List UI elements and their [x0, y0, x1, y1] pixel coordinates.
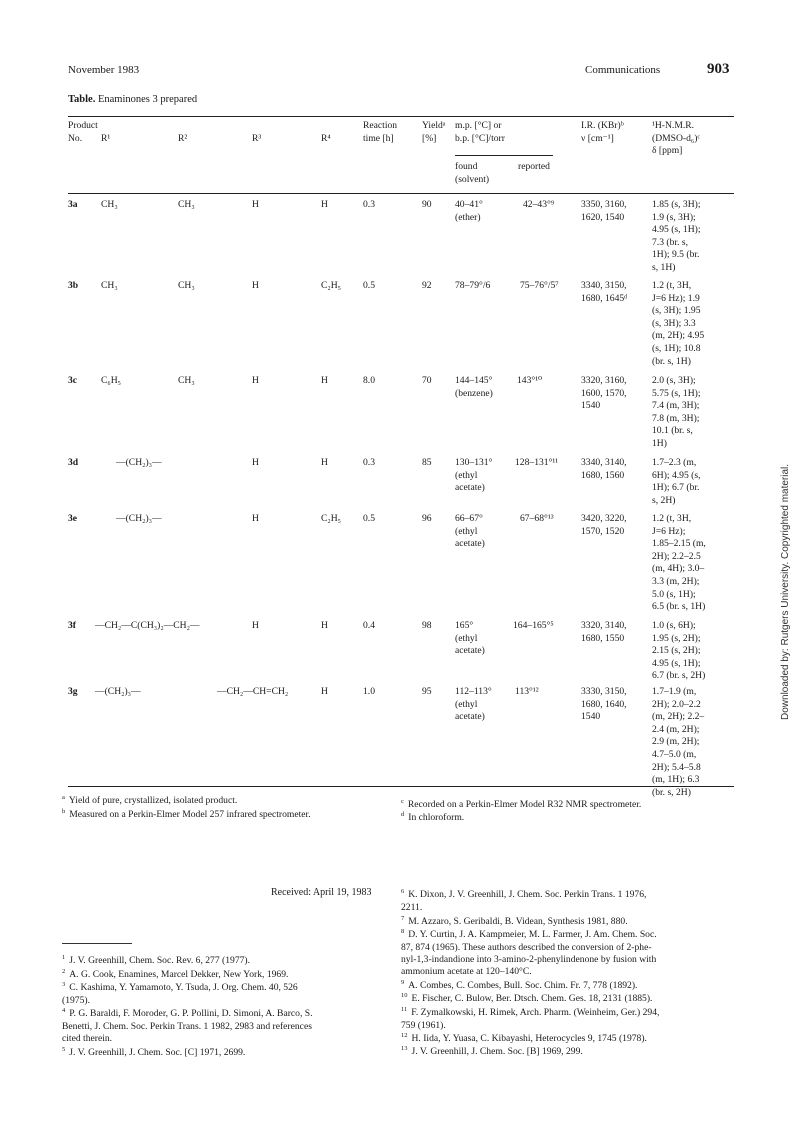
row-3e-no: 3e — [68, 513, 78, 524]
row-3a-time: 0.3 — [363, 199, 375, 210]
row-3a-r2: CH₃ — [178, 199, 195, 210]
reference-13-number: 13 — [401, 1045, 408, 1052]
row-3g-nmr: 1.7–1.9 (m, 2H); 2.0–2.2 (m, 2H); 2.2– 2.4 (m, 2H); 2.9 (m, 2H); 4.7–5.0 (m, 2H); 5.4–5.8 (m, 1H); 6.3 (br. s, 2H) — [652, 686, 705, 798]
received-date: Received: April 19, 1983 — [271, 887, 372, 898]
footnote-b-text: Measured on a Perkin-Elmer Model 257 infrared spectrometer. — [69, 809, 311, 821]
reference-6 — [401, 886, 731, 914]
header-mp-reported: reported — [518, 161, 550, 172]
page-number: 903 — [707, 61, 730, 77]
reference-9-number: 9 — [401, 979, 405, 986]
row-3a-reported: 42–43°⁹ — [523, 199, 555, 210]
reference-4-number: 4 — [62, 1007, 66, 1014]
reference-5 — [62, 1044, 392, 1060]
row-3b-found: 78–79°/6 — [455, 280, 491, 291]
reference-4-text: P. G. Baraldi, F. Moroder, G. P. Pollini, D. Simoni, A. Barco, S. Benetti, J. Chem. Soc. Perkin Trans. 1 1982, 2983 and references cited therein. — [62, 1008, 313, 1044]
row-3d-r4: H — [321, 457, 328, 468]
footnote-a-text: Yield of pure, crystallized, isolated product. — [68, 795, 238, 807]
reference-5-text: J. V. Greenhill, J. Chem. Soc. [C] 1971, 2699. — [69, 1047, 246, 1059]
row-3g-r4: H — [321, 686, 328, 697]
footnote-d-mark: d — [401, 811, 405, 818]
row-3c-r1: C₆H₅ — [101, 375, 122, 386]
table-bottom-rule — [68, 786, 734, 787]
row-3e-r3: H — [252, 513, 259, 524]
download-notice: Downloaded by: Rutgers University. Copyrighted material. — [780, 463, 791, 720]
row-3a-r4: H — [321, 199, 328, 210]
row-3f-r1: —CH₂—C(CH₃)₂—CH₂— — [95, 620, 200, 631]
footnote-a-mark: a — [62, 794, 65, 801]
reference-8-text: D. Y. Curtin, J. A. Kampmeier, M. L. Farmer, J. Am. Chem. Soc. 87, 874 (1965). These authors described the conversion of 2-phe- nyl-1,3-indandione into 3-amino-2-phenylindenone by fusion with ammonium acetate at 120–140°C. — [401, 929, 657, 978]
reference-10-number: 10 — [401, 992, 408, 999]
row-3f-no: 3f — [68, 620, 76, 631]
reference-11 — [401, 1004, 731, 1032]
row-3e-r1: —(CH₂)₃— — [116, 513, 162, 524]
header-section: Communications — [585, 64, 661, 76]
row-3e-yield: 96 — [422, 513, 432, 524]
header-r1: R¹ — [101, 133, 111, 144]
row-3e-time: 0.5 — [363, 513, 375, 524]
row-3g-r1: —(CH₂)₃— — [95, 686, 141, 697]
header-r4: R⁴ — [321, 133, 331, 144]
reference-6-number: 6 — [401, 888, 405, 895]
reference-12-number: 12 — [401, 1032, 408, 1039]
row-3c-found: 144–145° (benzene) — [455, 375, 493, 399]
reference-11-number: 11 — [401, 1006, 408, 1013]
header-yield: Yieldᵃ [%] — [422, 120, 446, 144]
row-3g-ir: 3330, 3150, 1680, 1640, 1540 — [581, 686, 627, 723]
row-3a-found: 40–41° (ether) — [455, 199, 483, 223]
row-3b-nmr: 1.2 (t, 3H, J=6 Hz); 1.9 (s, 3H); 1.95 (s, 3H); 3.3 (m, 2H); 4.95 (s, 1H); 10.8 (br. s, 1H) — [652, 280, 705, 367]
row-3d-time: 0.3 — [363, 457, 375, 468]
footnote-b — [62, 806, 311, 822]
row-3f-ir: 3320, 3140, 1680, 1550 — [581, 620, 627, 644]
row-3d-r1: —(CH₂)₃— — [116, 457, 162, 468]
header-product: Product No. — [68, 120, 98, 144]
row-3c-nmr: 2.0 (s, 3H); 5.75 (s, 1H); 7.4 (m, 3H); 7.8 (m, 3H); 10.1 (br. s, 1H) — [652, 375, 701, 449]
reference-3-text: C. Kashima, Y. Yamamoto, Y. Tsuda, J. Org. Chem. 40, 526 (1975). — [62, 982, 298, 1006]
reference-13-text: J. V. Greenhill, J. Chem. Soc. [B] 1969, 299. — [411, 1046, 583, 1058]
reference-3 — [62, 979, 392, 1007]
header-ir: I.R. (KBr)ᵇ ν [cm⁻¹] — [581, 120, 624, 144]
row-3a-no: 3a — [68, 199, 78, 210]
header-r2: R² — [178, 133, 188, 144]
row-3d-found: 130–131° (ethyl acetate) — [455, 457, 493, 494]
reference-2-text: A. G. Cook, Enamines, Marcel Dekker, New York, 1969. — [69, 969, 289, 981]
footnote-c-mark: c — [401, 798, 404, 805]
row-3d-reported: 128–131°¹¹ — [515, 457, 559, 468]
row-3b-r4: C₂H₅ — [321, 280, 342, 291]
row-3d-no: 3d — [68, 457, 79, 468]
table-top-rule — [68, 116, 734, 117]
table-header-rule — [68, 193, 734, 194]
row-3b-r3: H — [252, 280, 259, 291]
row-3a-ir: 3350, 3160, 1620, 1540 — [581, 199, 627, 223]
reference-8 — [401, 926, 731, 979]
row-3c-time: 8.0 — [363, 375, 375, 386]
row-3c-ir: 3320, 3160, 1600, 1570, 1540 — [581, 375, 627, 412]
reference-11-text: F. Zymalkowski, H. Rimek, Arch. Pharm. (Weinheim, Ger.) 294, 759 (1961). — [401, 1007, 660, 1031]
row-3b-yield: 92 — [422, 280, 432, 291]
reference-10-text: E. Fischer, C. Bulow, Ber. Dtsch. Chem. Ges. 18, 2131 (1885). — [411, 993, 653, 1005]
row-3b-r2: CH₃ — [178, 280, 195, 291]
row-3c-r3: H — [252, 375, 259, 386]
row-3c-r2: CH₃ — [178, 375, 195, 386]
row-3g-found: 112–113° (ethyl acetate) — [455, 686, 492, 723]
reference-6-text: K. Dixon, J. V. Greenhill, J. Chem. Soc. Perkin Trans. 1 1976, 2211. — [401, 889, 647, 913]
row-3c-reported: 143°¹⁰ — [517, 375, 542, 386]
reference-8-number: 8 — [401, 928, 405, 935]
reference-7-number: 7 — [401, 915, 405, 922]
reference-4 — [62, 1005, 392, 1045]
table-caption-text: Enaminones 3 prepared — [95, 94, 198, 105]
reference-12-text: H. Iida, Y. Yuasa, C. Kibayashi, Heterocycles 9, 1745 (1978). — [411, 1033, 647, 1045]
references-rule — [62, 943, 132, 944]
footnote-c-text: Recorded on a Perkin-Elmer Model R32 NMR spectrometer. — [407, 799, 642, 811]
row-3a-r3: H — [252, 199, 259, 210]
reference-1-text: J. V. Greenhill, Chem. Soc. Rev. 6, 277 (1977). — [69, 955, 251, 967]
reference-5-number: 5 — [62, 1046, 66, 1053]
row-3d-r3: H — [252, 457, 259, 468]
header-mp: m.p. [°C] or b.p. [°C]/torr — [455, 120, 505, 144]
footnote-d — [401, 809, 464, 825]
header-nmr: ¹H-N.M.R. (DMSO-d₆)ᶜ δ [ppm] — [652, 120, 700, 157]
row-3d-ir: 3340, 3140, 1680, 1560 — [581, 457, 627, 481]
row-3e-nmr: 1.2 (t, 3H, J=6 Hz); 1.85–2.15 (m, 2H); 2.2–2.5 (m, 4H); 3.0– 3.3 (m, 2H); 5.0 (s, 1H); 6.5 (br. s, 1H) — [652, 513, 706, 613]
row-3a-r1: CH₃ — [101, 199, 118, 210]
row-3b-r1: CH₃ — [101, 280, 118, 291]
row-3e-found: 66–67° (ethyl acetate) — [455, 513, 485, 550]
row-3c-yield: 70 — [422, 375, 432, 386]
row-3e-r4: C₂H₅ — [321, 513, 342, 524]
mp-subrule — [455, 155, 553, 156]
row-3f-nmr: 1.0 (s, 6H); 1.95 (s, 2H); 2.15 (s, 2H); 4.95 (s, 1H); 6.7 (br. s, 2H) — [652, 620, 706, 682]
row-3c-r4: H — [321, 375, 328, 386]
table-caption — [68, 94, 197, 105]
header-time: Reaction time [h] — [363, 120, 398, 144]
row-3g-r3: —CH₂—CH=CH₂ — [217, 686, 289, 697]
reference-9-text: A. Combes, C. Combes, Bull. Soc. Chim. Fr. 7, 778 (1892). — [408, 980, 638, 992]
header-date: November 1983 — [68, 64, 140, 76]
row-3d-nmr: 1.7–2.3 (m, 6H); 4.95 (s, 1H); 6.7 (br. s, 2H) — [652, 457, 701, 506]
row-3f-r4: H — [321, 620, 328, 631]
row-3g-no: 3g — [68, 686, 78, 697]
row-3e-reported: 67–68°¹³ — [520, 513, 554, 524]
row-3f-found: 165° (ethyl acetate) — [455, 620, 485, 657]
footnote-d-text: In chloroform. — [408, 812, 465, 824]
row-3f-r3: H — [252, 620, 259, 631]
row-3a-nmr: 1.85 (s, 3H); 1.9 (s, 3H); 4.95 (s, 1H); 7.3 (br. s, 1H); 9.5 (br. s, 1H) — [652, 199, 701, 273]
table-caption-label: Table. — [68, 94, 96, 105]
reference-7-text: M. Azzaro, S. Geribaldi, B. Videan, Synthesis 1981, 880. — [408, 916, 628, 928]
row-3b-ir: 3340, 3150, 1680, 1645ᵈ — [581, 280, 628, 304]
row-3g-yield: 95 — [422, 686, 432, 697]
reference-1-number: 1 — [62, 954, 66, 961]
row-3g-reported: 113°¹² — [515, 686, 539, 697]
row-3b-reported: 75–76°/5⁷ — [520, 280, 559, 291]
row-3a-yield: 90 — [422, 199, 432, 210]
row-3e-ir: 3420, 3220, 1570, 1520 — [581, 513, 627, 537]
row-3b-no: 3b — [68, 280, 79, 291]
header-r3: R³ — [252, 133, 262, 144]
row-3g-time: 1.0 — [363, 686, 375, 697]
reference-3-number: 3 — [62, 981, 66, 988]
row-3f-reported: 164–165°⁵ — [513, 620, 554, 631]
footnote-b-mark: b — [62, 808, 66, 815]
header-mp-found: found (solvent) — [455, 161, 490, 185]
row-3c-no: 3c — [68, 375, 78, 386]
reference-2-number: 2 — [62, 968, 66, 975]
row-3f-time: 0.4 — [363, 620, 375, 631]
row-3f-yield: 98 — [422, 620, 432, 631]
reference-13 — [401, 1043, 731, 1059]
row-3d-yield: 85 — [422, 457, 432, 468]
row-3b-time: 0.5 — [363, 280, 375, 291]
